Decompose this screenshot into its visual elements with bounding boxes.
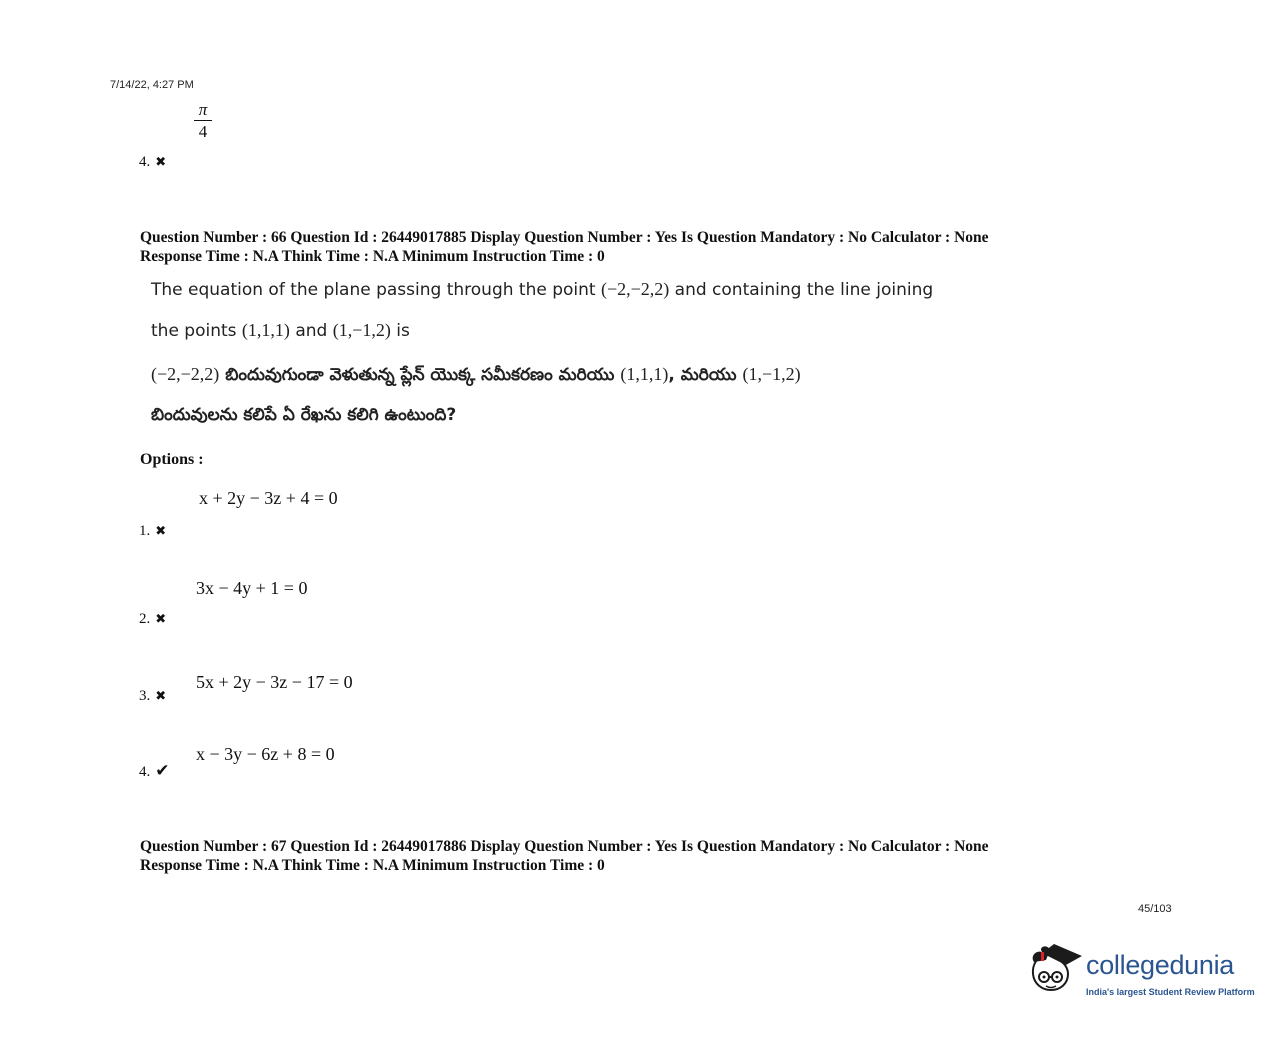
- point-coordinates: (−2,−2,2): [151, 364, 220, 384]
- option-number: 4.: [139, 764, 151, 780]
- question-66-meta: [140, 228, 989, 266]
- brand-name: collegedunia: [1086, 950, 1235, 980]
- option-4-equation: x − 3y − 6z + 8 = 0: [196, 744, 335, 764]
- fraction-denominator: 4: [198, 122, 208, 141]
- text-run: and: [289, 321, 333, 341]
- mascot-icon: [1024, 940, 1086, 1010]
- option-number: 1.: [139, 523, 151, 539]
- meta-line-1: Question Number : 67 Question Id : 26449017886 Display Question Number : Yes Is Question Mandatory : No Calculator : None: [140, 838, 989, 855]
- check-icon: ✔: [155, 761, 170, 780]
- question-67-meta: [140, 837, 989, 875]
- meta-line-1: Question Number : 66 Question Id : 26449017885 Display Question Number : Yes Is Question Mandatory : No Calculator : None: [140, 229, 989, 246]
- prev-option-4: [139, 153, 166, 171]
- question-text-en-line-2: [151, 320, 410, 341]
- text-run: and containing the line joining: [669, 280, 934, 300]
- page-number: 45/103: [1138, 903, 1172, 915]
- option-1: [139, 522, 166, 540]
- text-run: is: [390, 321, 410, 341]
- option-number: 2.: [139, 611, 151, 627]
- point-coordinates: (1,1,1): [241, 320, 290, 340]
- point-coordinates: (1,1,1): [620, 364, 669, 384]
- meta-line-2: Response Time : N.A Think Time : N.A Minimum Instruction Time : 0: [140, 857, 605, 874]
- option-2-equation: 3x − 4y + 1 = 0: [196, 578, 308, 598]
- question-text-en-line-1: [151, 279, 933, 300]
- cross-icon: ✖: [155, 154, 167, 169]
- fraction-bar: [194, 120, 212, 121]
- print-timestamp: 7/14/22, 4:27 PM: [110, 79, 194, 91]
- text-run: , మరియు: [668, 365, 743, 385]
- question-text-te-line-2: బిందువులను కలిపే ఏ రేఖను కలిగి ఉంటుంది?: [151, 405, 457, 425]
- option-2: [139, 610, 166, 628]
- point-coordinates: (−2,−2,2): [600, 279, 670, 299]
- text-run: బిందువుగుండా వెళుతున్న ప్లేన్ యొక్క సమీకరణం మరియు: [219, 365, 621, 385]
- point-coordinates: (1,−1,2): [332, 320, 391, 340]
- options-label: Options :: [140, 451, 204, 468]
- point-coordinates: (1,−1,2): [742, 364, 801, 384]
- cross-icon: ✖: [155, 523, 167, 538]
- option-number: 3.: [139, 688, 151, 704]
- option-3: [139, 687, 166, 705]
- cross-icon: ✖: [155, 688, 167, 703]
- cross-icon: ✖: [155, 611, 167, 626]
- option-number: 4.: [139, 154, 151, 170]
- text-run: the points: [151, 321, 242, 341]
- option-4: [139, 761, 170, 781]
- question-text-te-line-1: [151, 364, 801, 389]
- meta-line-2: Response Time : N.A Think Time : N.A Minimum Instruction Time : 0: [140, 248, 605, 265]
- brand-tagline: India's largest Student Review Platform: [1086, 987, 1255, 997]
- fraction-numerator: π: [198, 100, 208, 119]
- option-1-equation: x + 2y − 3z + 4 = 0: [199, 488, 338, 508]
- collegedunia-logo: [1024, 940, 1264, 1010]
- option-3-equation: 5x + 2y − 3z − 17 = 0: [196, 672, 353, 692]
- text-run: The equation of the plane passing through the point: [151, 280, 601, 300]
- fraction-pi-over-4: [192, 100, 214, 140]
